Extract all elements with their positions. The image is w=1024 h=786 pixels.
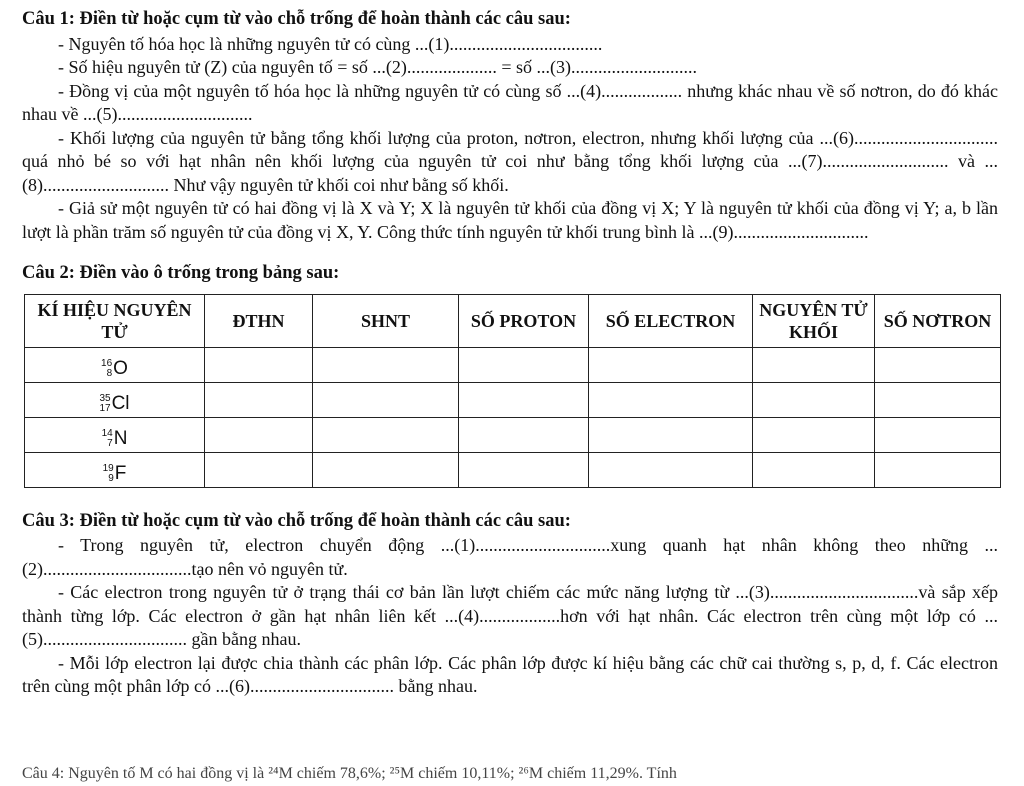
- element-symbol: F: [114, 462, 127, 484]
- header-proton: SỐ PROTON: [459, 294, 589, 347]
- blank-cell[interactable]: [205, 382, 313, 417]
- atomic-number: 9: [108, 472, 114, 484]
- blank-cell[interactable]: [205, 347, 313, 382]
- blank-cell[interactable]: [589, 417, 753, 452]
- blank-cell[interactable]: [313, 452, 459, 487]
- element-table: [24, 294, 1001, 488]
- q2-heading: Câu 2: Điền vào ô trống trong bảng sau:: [22, 263, 340, 283]
- q1-line-5: - Giả sử một nguyên tử có hai đồng vị là X và Y; X là nguyên tử khối của đồng vị X; Y là nguyên tử khối của đồng vị Y; a, b lần lượt là phần trăm số nguyên tử của đồng vị X, Y. Công thức tính nguyên tử khối trung bình là ...(9)..............................: [22, 198, 998, 242]
- blank-cell[interactable]: [753, 452, 875, 487]
- header-dthn: ĐTHN: [205, 294, 313, 347]
- blank-cell[interactable]: [753, 382, 875, 417]
- blank-cell[interactable]: [459, 452, 589, 487]
- blank-cell[interactable]: [875, 347, 1001, 382]
- nuclide-symbol: [99, 392, 129, 416]
- nuclide-symbol: [103, 462, 127, 486]
- blank-cell[interactable]: [205, 417, 313, 452]
- blank-cell[interactable]: [589, 452, 753, 487]
- q1-line-1: - Nguyên tố hóa học là những nguyên tử có cùng ...(1)..................................: [58, 33, 603, 54]
- nuclide-cell: [25, 452, 205, 487]
- nuclide-symbol: [101, 357, 128, 381]
- blank-cell[interactable]: [875, 382, 1001, 417]
- atomic-number: 8: [106, 367, 113, 379]
- table-row: [25, 452, 1001, 487]
- blank-cell[interactable]: [459, 347, 589, 382]
- table-header-row: [25, 294, 1001, 347]
- blank-cell[interactable]: [875, 452, 1001, 487]
- blank-cell[interactable]: [313, 347, 459, 382]
- blank-cell[interactable]: [589, 382, 753, 417]
- blank-cell[interactable]: [459, 417, 589, 452]
- mass-number: 16: [101, 357, 113, 369]
- nuclide-cell: [25, 417, 205, 452]
- table-row: [25, 347, 1001, 382]
- nuclide-cell: [25, 382, 205, 417]
- mass-number: 19: [102, 462, 114, 474]
- element-symbol: N: [113, 427, 128, 449]
- blank-cell[interactable]: [589, 347, 753, 382]
- mass-number: 35: [99, 392, 111, 404]
- header-mass: NGUYÊN TỬ KHỐI: [753, 294, 875, 347]
- header-shnt: SHNT: [313, 294, 459, 347]
- q1-line-3: - Đồng vị của một nguyên tố hóa học là những nguyên tử có cùng số ...(4).................. nhưng khác nhau về số nơtron, do đó khác nhau về ...(5)..............................: [22, 80, 998, 124]
- blank-cell[interactable]: [753, 347, 875, 382]
- blank-cell[interactable]: [459, 382, 589, 417]
- table-row: [25, 417, 1001, 452]
- element-symbol: O: [113, 357, 128, 379]
- q3-line-2: - Các electron trong nguyên tử ở trạng thái cơ bản lần lượt chiếm các mức năng lượng từ ...(3).................................và sắp xếp thành từng lớp. Các electron ở gần hạt nhân liên kết ...(4)..................hơn với hạt nhân. Các electron trên cùng một lớp có ...(5)................................ gần bằng nhau.: [22, 582, 998, 649]
- nuclide-symbol: [102, 427, 128, 451]
- q3-line-1: - Trong nguyên tử, electron chuyển động ...(1)..............................xung quanh hạt nhân không theo những ...(2).................................tạo nên vỏ nguyên tử.: [22, 535, 998, 579]
- header-electron: SỐ ELECTRON: [589, 294, 753, 347]
- q1-line-2: - Số hiệu nguyên tử (Z) của nguyên tố = số ...(2).................... = số ...(3)............................: [58, 57, 697, 77]
- nuclide-cell: [25, 347, 205, 382]
- blank-cell[interactable]: [313, 417, 459, 452]
- blank-cell[interactable]: [875, 417, 1001, 452]
- table-row: [25, 382, 1001, 417]
- element-symbol: Cl: [111, 392, 130, 414]
- blank-cell[interactable]: [753, 417, 875, 452]
- atomic-number: 7: [107, 437, 113, 449]
- q3-heading: Câu 3: Điền từ hoặc cụm từ vào chỗ trống để hoàn thành các câu sau:: [22, 510, 571, 531]
- header-symbol: KÍ HIỆU NGUYÊN TỬ: [25, 294, 205, 347]
- q1-line-4: - Khối lượng của nguyên tử bằng tổng khối lượng của proton, nơtron, electron, nhưng khối lượng của ...(6)................................ quá nhỏ bé so với hạt nhân nên khối lượng của nguyên tử coi như bằng tổng khối lượng của ...(7)............................ và ...(8)............................ Như vậy nguyên tử khối coi như bằng số khối.: [22, 127, 998, 195]
- q1-heading: Câu 1: Điền từ hoặc cụm từ vào chỗ trống để hoàn thành các câu sau:: [22, 9, 571, 29]
- blank-cell[interactable]: [205, 452, 313, 487]
- blank-cell[interactable]: [313, 382, 459, 417]
- header-neutron: SỐ NƠTRON: [875, 294, 1001, 347]
- cut-off-line: Câu 4: Nguyên tố M có hai đồng vị là ²⁴M chiếm 78,6%; ²⁵M chiếm 10,11%; ²⁶M chiếm 11,29%. Tính: [22, 765, 677, 782]
- mass-number: 14: [101, 427, 113, 439]
- atomic-number: 17: [99, 402, 111, 414]
- q3-line-3: - Mỗi lớp electron lại được chia thành các phân lớp. Các phân lớp được kí hiệu bằng các chữ cai thường s, p, d, f. Các electron trên cùng một phân lớp có ...(6)................................ bằng nhau.: [22, 652, 998, 696]
